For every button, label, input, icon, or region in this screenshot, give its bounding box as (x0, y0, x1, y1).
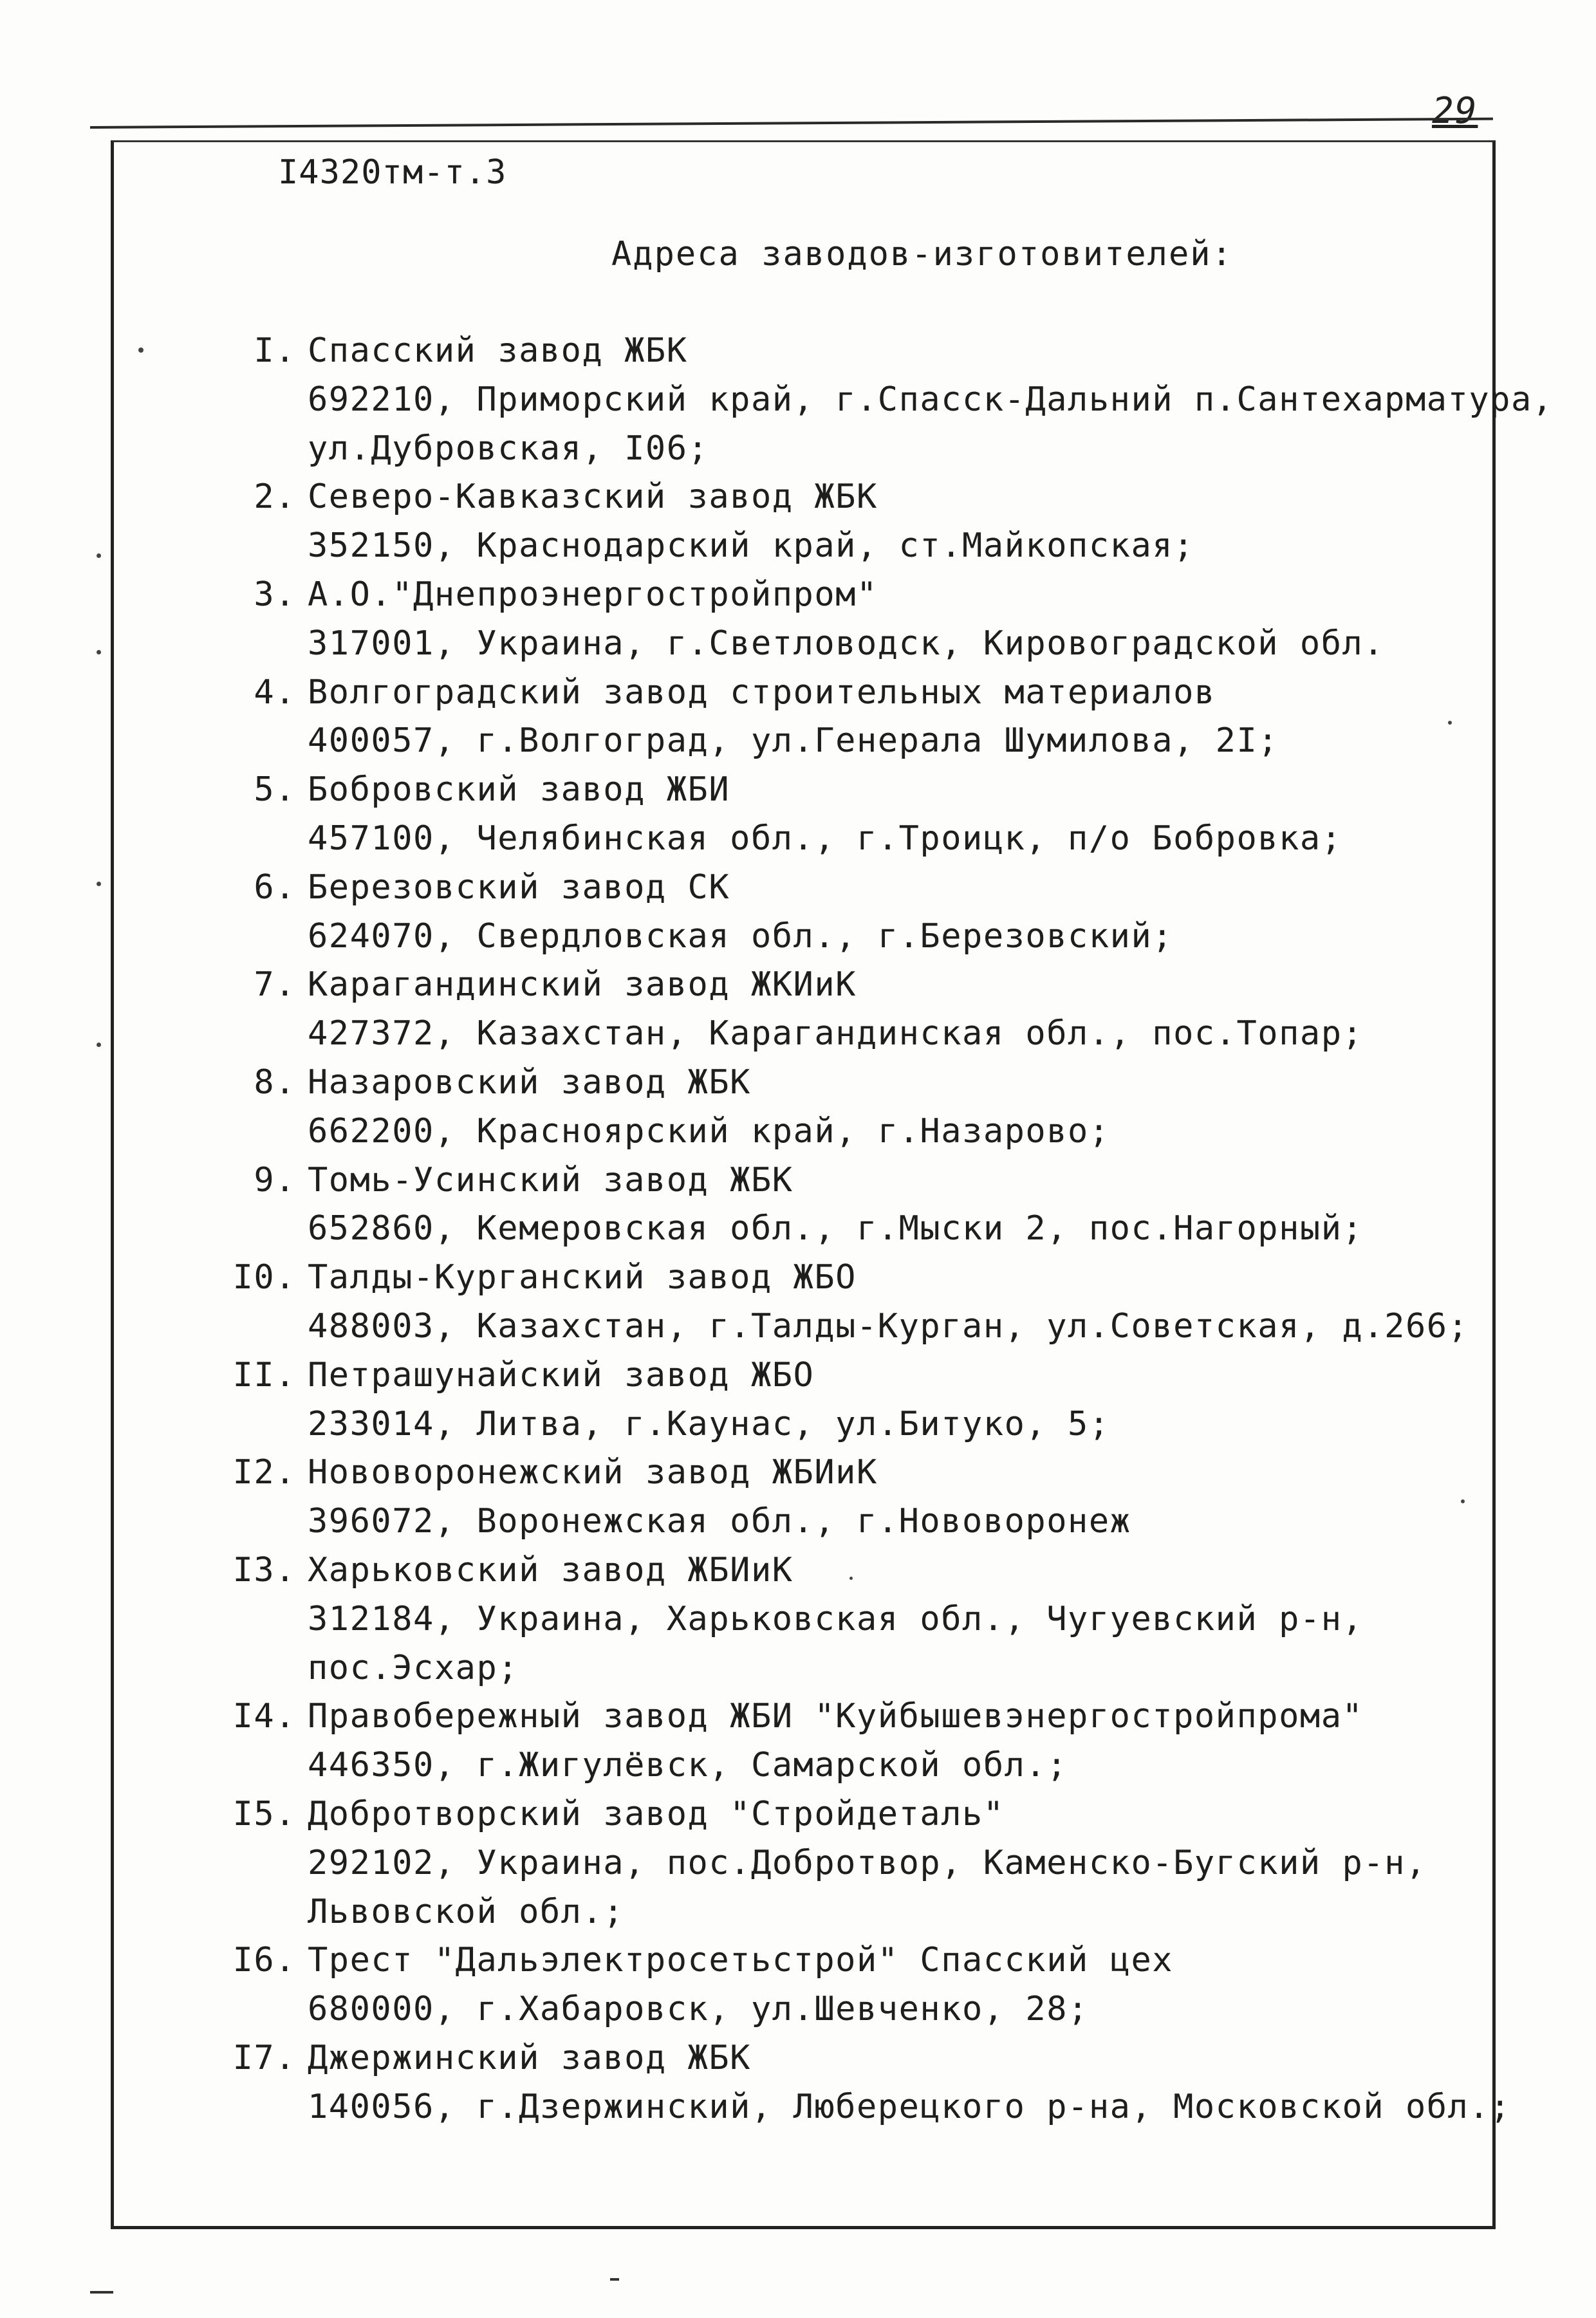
address-entry (212, 327, 1554, 473)
top-rule (90, 118, 1493, 129)
address-entry (212, 1936, 1480, 2034)
entry-body (308, 1692, 1480, 1790)
plant-address-line: пос.Эсхар; (308, 1648, 519, 1687)
plant-address-line: 400057, г.Волгоград, ул.Генерала Шумилова, 2I; (308, 721, 1279, 761)
address-entry (212, 1351, 1480, 1449)
plant-address-line: 396072, Воронежская обл., г.Нововоронеж (308, 1502, 1131, 1541)
plant-name: Джержинский завод ЖБК (308, 2038, 751, 2077)
entry-number: I0. (232, 1258, 296, 1297)
plant-name: Правобережный завод ЖБИ "Куйбышевэнергостройпрома" (308, 1697, 1364, 1736)
plant-address-line: 680000, г.Хабаровск, ул.Шевченко, 28; (308, 1990, 1089, 2029)
plant-address-line: 624070, Свердловская обл., г.Березовский; (308, 916, 1174, 956)
entry-body (308, 1936, 1480, 2034)
plant-name: Березовский завод СК (308, 867, 730, 907)
entry-number: 2. (254, 478, 296, 517)
entry-number: 7. (254, 965, 296, 1005)
page-title: Адреса заводов-изготовителей: (611, 235, 1233, 274)
plant-address-line: 692210, Приморский край, г.Спасск-Дальний п.Сантехарматура, (308, 380, 1554, 419)
plant-name: Спасский завод ЖБК (308, 331, 688, 370)
plant-name: Карагандинский завод ЖКИиК (308, 965, 857, 1005)
plant-name: Назаровский завод ЖБК (308, 1062, 751, 1102)
scan-speck (97, 650, 101, 654)
entry-body (308, 864, 1480, 961)
address-entry (212, 766, 1480, 864)
entry-number: I5. (232, 1794, 296, 1833)
entry-number: II. (232, 1355, 296, 1395)
entry-number: 4. (254, 672, 296, 712)
plant-name: Волгоградский завод строительных материалов (308, 672, 1216, 712)
entry-number: 8. (254, 1062, 296, 1102)
plant-name: Петрашунайский завод ЖБО (308, 1355, 815, 1395)
entry-body (308, 1790, 1480, 1936)
document-code: I4320тм-т.3 (278, 153, 507, 192)
address-entry (212, 1156, 1480, 1254)
address-entry (212, 571, 1480, 669)
entry-body (308, 473, 1480, 571)
plant-address-line: 233014, Литва, г.Каунас, ул.Битуко, 5; (308, 1404, 1110, 1443)
scan-speck (1448, 721, 1452, 725)
plant-address-line: 662200, Красноярский край, г.Назарово; (308, 1111, 1110, 1151)
entry-number: I6. (232, 1941, 296, 1980)
scan-speck (97, 1043, 101, 1047)
plant-name: Харьковский завод ЖБИиК (308, 1550, 793, 1590)
plant-name: Добротворский завод "Стройдеталь" (308, 1794, 1005, 1833)
plant-address-line: 446350, г.Жигулёвск, Самарской обл.; (308, 1746, 1068, 1785)
plant-name: Северо-Кавказский завод ЖБК (308, 478, 878, 517)
plant-address-line: 457100, Челябинская обл., г.Троицк, п/о Бобровка; (308, 819, 1342, 858)
address-entry (212, 1254, 1480, 1351)
scan-mark (90, 2291, 113, 2294)
address-entry (212, 473, 1480, 571)
plant-address-line: 292102, Украина, пос.Добротвор, Каменско-Бугский р-н, (308, 1843, 1427, 1882)
entry-body (308, 1156, 1480, 1254)
scan-speck (1461, 1499, 1465, 1503)
address-list (212, 327, 1554, 2131)
entry-number: I4. (232, 1697, 296, 1736)
entry-number: I7. (232, 2038, 296, 2077)
plant-address-line: Львовской обл.; (308, 1892, 625, 1931)
plant-address-line: 488003, Казахстан, г.Талды-Курган, ул.Советская, д.266; (308, 1306, 1469, 1346)
entry-number: I2. (232, 1453, 296, 1492)
scan-speck (97, 553, 101, 558)
scan-mark (610, 2278, 619, 2281)
address-entry (212, 1449, 1480, 1546)
entry-body (308, 1254, 1480, 1351)
address-entry (212, 1546, 1480, 1692)
address-entry (212, 1790, 1480, 1936)
entry-number: I3. (232, 1550, 296, 1590)
plant-name: Нововоронежский завод ЖБИиК (308, 1453, 878, 1492)
page-number: 29 (1432, 90, 1478, 132)
address-entry (212, 1692, 1480, 1790)
address-entry (212, 669, 1480, 766)
plant-address-line: 140056, г.Дзержинский, Люберецкого р-на, Московской обл.; (308, 2087, 1511, 2126)
plant-name: Трест "Дальэлектросетьстрой" Спасский цех (308, 1941, 1174, 1980)
entry-body (308, 669, 1480, 766)
address-entry (212, 1059, 1480, 1156)
entry-number: 5. (254, 770, 296, 810)
address-entry (212, 2034, 1511, 2132)
entry-body (308, 961, 1480, 1059)
plant-address-line: 427372, Казахстан, Карагандинская обл., пос.Топар; (308, 1014, 1364, 1053)
plant-address-line: ул.Дубровская, I06; (308, 429, 709, 468)
entry-body (308, 1449, 1480, 1546)
entry-body (308, 571, 1480, 669)
entry-body (308, 1059, 1480, 1156)
scan-speck (97, 882, 101, 886)
entry-body (308, 766, 1480, 864)
address-entry (212, 961, 1480, 1059)
entry-body (308, 1546, 1480, 1692)
plant-address-line: 312184, Украина, Харьковская обл., Чугуевский р-н, (308, 1599, 1364, 1638)
scan-speck (849, 1577, 853, 1580)
plant-name: Томь-Усинский завод ЖБК (308, 1160, 793, 1200)
entry-body (308, 1351, 1480, 1449)
entry-number: 9. (254, 1160, 296, 1200)
plant-name: Бобровский завод ЖБИ (308, 770, 730, 810)
plant-address-line: 652860, Кемеровская обл., г.Мыски 2, пос.Нагорный; (308, 1209, 1364, 1248)
plant-address-line: 317001, Украина, г.Светловодск, Кировоградской обл. (308, 624, 1385, 663)
entry-number: 3. (254, 575, 296, 614)
entry-body (308, 327, 1554, 473)
entry-number: 6. (254, 867, 296, 907)
entry-number: I. (254, 331, 296, 370)
plant-name: А.О."Днепроэнергостройпром" (308, 575, 878, 614)
scan-speck (138, 348, 144, 353)
address-entry (212, 864, 1480, 961)
entry-body (308, 2034, 1511, 2132)
plant-name: Талды-Курганский завод ЖБО (308, 1258, 857, 1297)
plant-address-line: 352150, Краснодарский край, ст.Майкопская; (308, 526, 1194, 566)
